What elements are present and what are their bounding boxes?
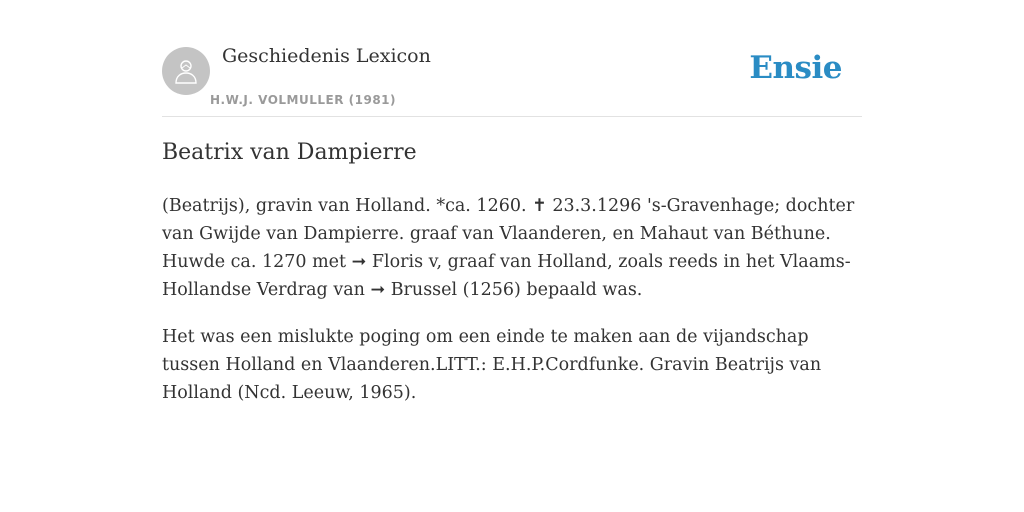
paragraph: (Beatrijs), gravin van Holland. *ca. 1260. ✝ 23.3.1296 's-Gravenhage; dochter van Gwijde van Dampierre. graaf van Vlaanderen, en Mahaut van Béthune. Huwde ca. 1270 met ➞ Floris v, graaf van Holland, zoals reeds in het Vlaams-Hollandse Verdrag van ➞ Brussel (1256) bepaald was. — [162, 196, 855, 300]
avatar[interactable] — [162, 47, 210, 95]
brand-logo[interactable]: Ensie — [749, 50, 842, 86]
source-header — [162, 0, 862, 117]
paragraph: Het was een mislukte poging om een einde te maken aan de vijandschap tussen Holland en Vlaanderen.LITT.: E.H.P.Cordfunke. Gravin Beatrijs van Holland (Ncd. Leeuw, 1965). — [162, 327, 822, 403]
source-author[interactable]: H.W.J. VOLMULLER (1981) — [210, 93, 397, 107]
source-title[interactable]: Geschiedenis Lexicon — [222, 45, 431, 67]
user-icon — [172, 57, 200, 85]
page-container — [162, 0, 862, 403]
page-title: Beatrix van Dampierre — [162, 140, 417, 165]
entry-body — [162, 192, 867, 426]
